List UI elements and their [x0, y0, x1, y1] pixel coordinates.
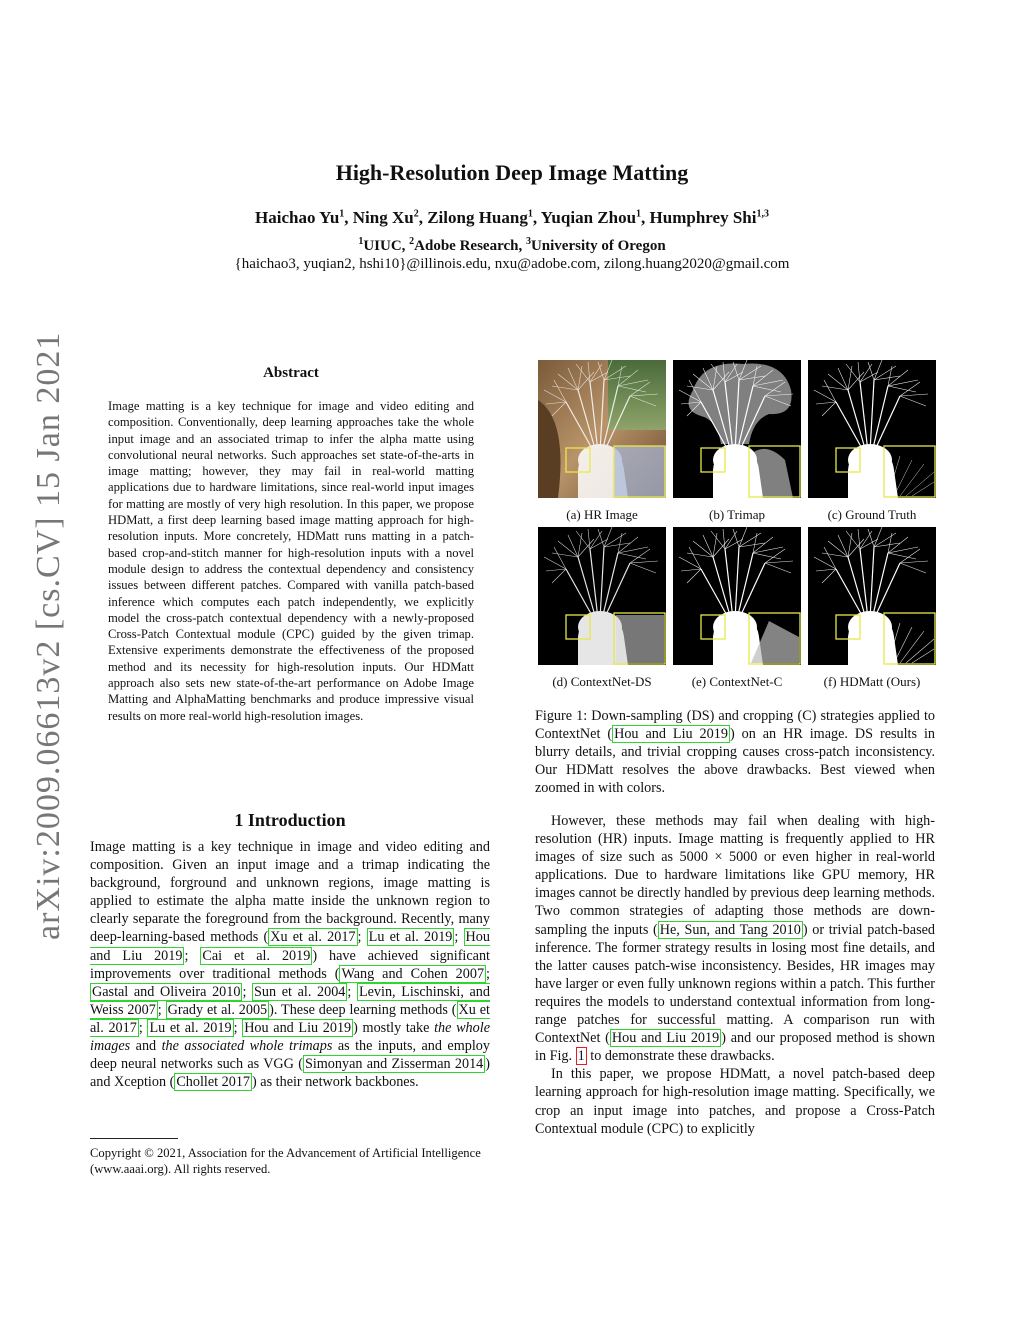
section-heading: 1 Introduction — [234, 810, 346, 830]
citation-link[interactable]: Gastal and Oliveira 2010 — [92, 983, 241, 1000]
author-affil: 1 — [527, 208, 533, 220]
text-run: ; — [357, 929, 367, 946]
figure-1 — [538, 360, 936, 700]
text-run: ) on an HR image. DS results in blurry details, and trivial cropping causes cross-patch inconsistency. Our HDMatt resolves the above drawbacks. Best viewed when zoomed in with colors. — [535, 726, 936, 797]
citation-link[interactable]: Wang and Cohen 2007 — [341, 965, 485, 982]
text-run: ) and our proposed method is shown in Fig. — [535, 1030, 935, 1065]
subfigure-caption: (b) Trimap — [709, 507, 765, 522]
affil-name: Adobe Research — [414, 238, 519, 254]
author-affil: 2 — [413, 208, 419, 220]
text-run: ) mostly take — [353, 1019, 435, 1036]
paper-title: High-Resolution Deep Image Matting — [335, 160, 689, 185]
text-run: ; — [486, 965, 490, 982]
text-run: Image matting is a key technique in image and video editing and composition. Given an input image and a trimap indicating the background, forground and unknown regions, image matting is applied to estimate the alpha matte inside the unknown region to clearly separate the foreground from the background. Recently, many deep-learning-based methods ( — [90, 839, 490, 946]
subfigure-caption: (e) ContextNet-C — [691, 674, 783, 689]
text-run: ; — [138, 1019, 148, 1036]
text-run: ; — [233, 1019, 243, 1036]
emphasis-text: the associated whole trimaps — [161, 1038, 333, 1055]
text-run: However, these methods may fail when dealing with high-resolution (HR) inputs. Image matting is frequently applied to HR images of size such as 5000 × 5000 or even higher in real-world applications. Due to hardware limitations like GPU memory, HR images cannot be directly handled by previous deep learning methods. Two common strategies of adapting those methods are down-sampling the inputs ( — [535, 813, 935, 938]
citation-link[interactable]: Cai et al. 2019 — [202, 947, 311, 964]
citation-link[interactable]: Hou and Liu 2019 — [611, 1030, 720, 1047]
citation-link[interactable]: Sun et al. 2004 — [254, 983, 346, 1000]
author-emails: {haichao3, yuqian2, hshi10}@illinois.edu, nxu@adobe.com, zilong.huang2020@gmail.com — [234, 256, 790, 272]
figure-panel-trimap — [673, 360, 801, 498]
affil-name: University of Oregon — [530, 238, 666, 254]
affiliations: $^1$UIUC, $^2$Adobe Research, $^3$University of Oregon — [358, 236, 666, 254]
text-run: ) as their network backbones. — [252, 1074, 419, 1091]
citation-link[interactable]: He, Sun, and Tang 2010 — [659, 921, 801, 938]
text-run: and — [130, 1038, 162, 1055]
figure-panel-hdmatt — [808, 527, 936, 665]
figure-panel-hr-image — [538, 360, 666, 498]
paragraph: In this paper, we propose HDMatt, a novel patch-based deep learning approach for high-resolution image matting. Specifically, we crop an input image into patches, and propose a Cross-Patch Contextual module (CPC) to explicitly — [535, 1066, 935, 1137]
affil-name: UIUC — [363, 238, 402, 254]
citation-link[interactable]: Grady et al. 2005 — [167, 1001, 268, 1018]
citation-link[interactable]: Hou and Liu 2019 — [614, 726, 728, 743]
text-run: ; — [454, 929, 464, 946]
text-run: ; — [184, 947, 201, 964]
text-run: as the inputs, and employ deep neural networks such as VGG ( — [90, 1038, 490, 1073]
text-run: ; — [157, 1001, 166, 1018]
copyright-footnote: Copyright © 2021, Association for the Advancement of Artificial Intelligence (www.aaai.org). All rights reserved. — [90, 1146, 481, 1176]
affil-num: 2 — [409, 236, 415, 247]
author-affil: 1,3 — [756, 208, 769, 220]
right-column-text — [535, 812, 935, 1138]
figure-panel-ground-truth — [808, 360, 936, 498]
author-affil: 1 — [636, 208, 642, 220]
citation-link[interactable]: Levin, Lischinski, and Weiss 2007 — [90, 983, 490, 1018]
citation-link[interactable]: Chollet 2017 — [176, 1074, 251, 1091]
citation-link[interactable]: Simonyan and Zisserman 2014 — [304, 1056, 484, 1073]
text-run: ) or trivial patch-based inference. The former strategy results in losing most fine details, and the latter causes patch-wise inconsistency. Besides, HR images may have larger or even fully unknown regions within a patch. This further requires the models to understand contextual information from long-range patches for successful matting. A comparison run with ContextNet ( — [535, 921, 935, 1047]
figure-panel-contextnet-ds — [538, 527, 666, 665]
text-run: to demonstrate these drawbacks. — [586, 1048, 775, 1065]
author-name: Haichao Yu — [255, 208, 340, 227]
text-run: Figure 1: Down-sampling (DS) and cropping (C) strategies applied to ContextNet ( — [535, 708, 935, 743]
subfigure-caption: (f) HDMatt (Ours) — [823, 674, 921, 689]
citation-link[interactable]: Lu et al. 2019 — [368, 929, 453, 946]
text-run: ; — [347, 983, 357, 1000]
affil-num: 3 — [525, 236, 531, 247]
text-run: ) and Xception ( — [90, 1056, 490, 1091]
text-run: ). These deep learning methods ( — [269, 1001, 457, 1018]
footnote-divider — [90, 1138, 178, 1139]
author-name: Humphrey Shi — [649, 208, 757, 227]
subfigure-caption: (a) HR Image — [566, 507, 638, 522]
abstract-text: Image matting is a key technique for image and video editing and composition. Conventionally, deep learning approaches take the whole input image and an associated trimap to infer the alpha matte using convolutional neural networks. Such approaches set state-of-the-arts in image matting; however, they may fail in real-world matting applications due to hardware limitations, since real-world input images for matting are mostly of very high resolution. In this paper, we propose HDMatt, a first deep learning based image matting approach for high-resolution inputs. More concretely, HDMatt runs matting in a patch-based crop-and-stitch manner for high-resolution inputs with a novel module design to address the contextual dependency and consistency issues between different patches. Compared with vanilla patch-based inference which computes each patch independently, we explicitly model the cross-patch contextual dependency with a newly-proposed Cross-Patch Contextual module (CPC) guided by the given trimap. Extensive experiments demonstrate the effectiveness of the proposed method and its necessity for high-resolution inputs. Our HDMatt approach also sets new state-of-the-art performance on Adobe Image Matting and AlphaMatting benchmarks and produce impressive visual results on more real-world high-resolution images. — [108, 399, 474, 723]
arxiv-watermark: arXiv:2009.06613v2 [cs.CV] 15 Jan 2021 — [30, 331, 67, 940]
citation-link[interactable]: Xu et al. 2017 — [90, 1001, 490, 1036]
citation-link[interactable]: Hou and Liu 2019 — [244, 1019, 352, 1036]
intro-paragraph — [90, 838, 490, 1091]
abstract-heading: Abstract — [263, 365, 319, 381]
text-run: ) have achieved significant improvements over traditional methods ( — [90, 947, 491, 982]
author-name: Yuqian Zhou — [540, 208, 637, 227]
citation-link[interactable]: Lu et al. 2019 — [149, 1019, 232, 1036]
affil-num: 1 — [358, 236, 364, 247]
author-name: Zilong Huang — [427, 208, 528, 227]
author-list: Haichao Yu$^1$, Ning Xu$^2$, Zilong Huang$^1$, Yuqian Zhou$^1$, Humphrey Shi$^{1,3}$ — [255, 208, 769, 227]
citation-link[interactable]: Hou and Liu 2019 — [90, 929, 490, 964]
author-name: Ning Xu — [352, 208, 414, 227]
citation-link[interactable]: Xu et al. 2017 — [270, 929, 356, 946]
figure-panel-contextnet-c — [673, 527, 801, 665]
emphasis-text: the whole images — [90, 1019, 490, 1055]
figure-caption — [535, 707, 935, 797]
author-affil: 1 — [339, 208, 345, 220]
text-run: ; — [242, 983, 253, 1000]
subfigure-caption: (d) ContextNet-DS — [552, 674, 652, 689]
figure-ref-link[interactable]: 1 — [577, 1048, 585, 1065]
subfigure-caption: (c) Ground Truth — [827, 507, 917, 522]
